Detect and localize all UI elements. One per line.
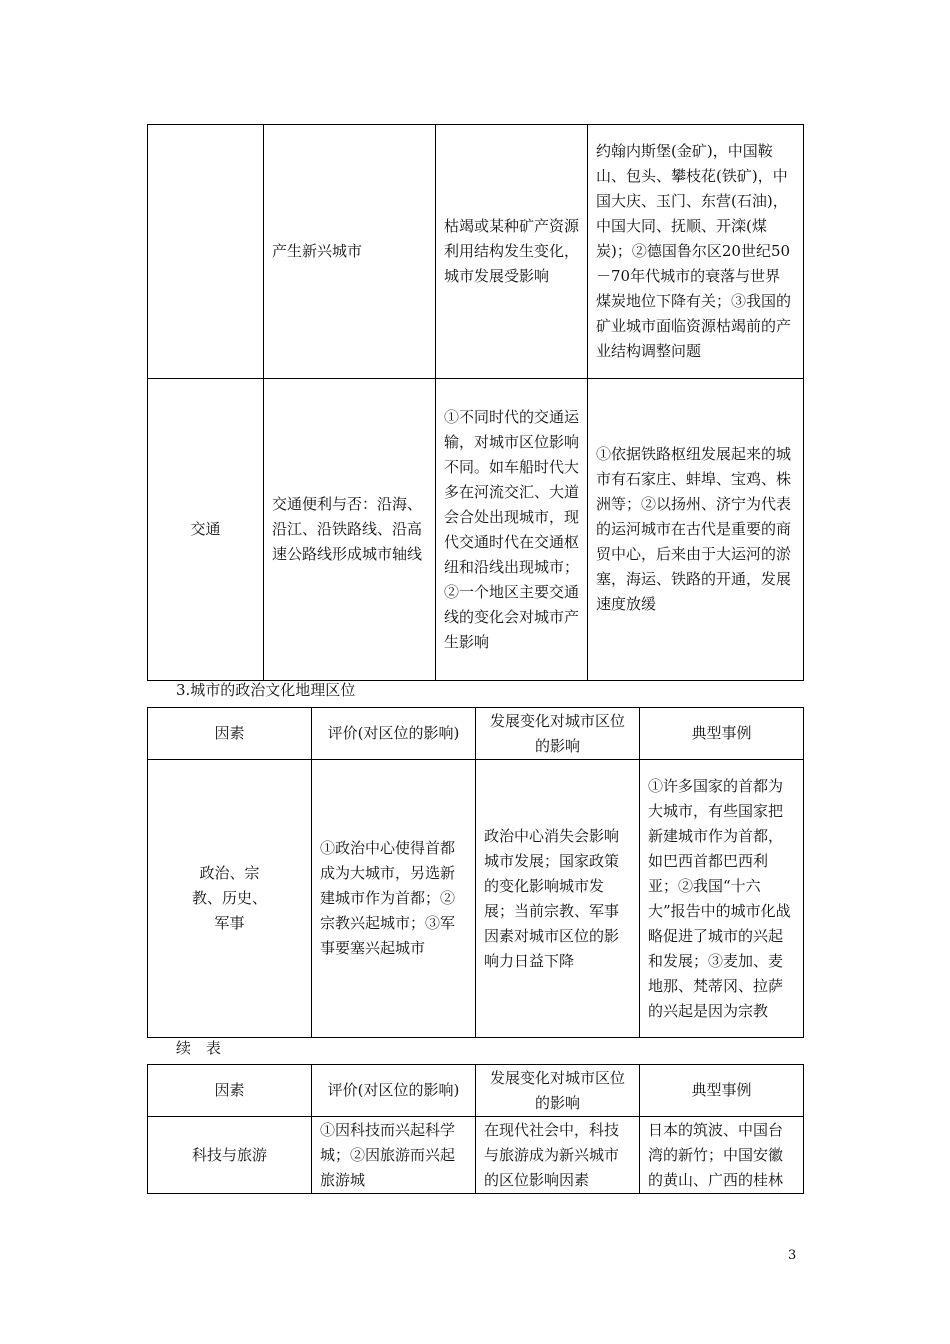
table-header-row [148, 708, 804, 760]
cell-example: ①许多国家的首都为大城市，有些国家把新建城市作为首都，如巴西首都巴西利亚；②我国“十六大”报告中的城市化战略促进了城市的兴起和发展；③麦加、麦地那、梵蒂冈、拉萨的兴起是因为宗教 [640, 760, 804, 1038]
cell-factor [148, 125, 264, 379]
section-title: 3.城市的政治文化地理区位 [176, 681, 356, 699]
header-evaluation: 评价(对区位的影响) [312, 708, 476, 760]
cell-evaluation: ①因科技而兴起科学城；②因旅游而兴起旅游城 [312, 1117, 476, 1194]
header-change: 发展变化对城市区位的影响 [476, 1065, 640, 1117]
cell-evaluation: 交通便利与否：沿海、沿江、沿铁路线、沿高速公路线形成城市轴线 [264, 379, 436, 681]
header-change: 发展变化对城市区位的影响 [476, 708, 640, 760]
cell-change: ①不同时代的交通运输，对城市区位影响不同。如车船时代大多在河流交汇、大道会合处出现城市，现代交通时代在交通枢纽和沿线出现城市；②一个地区主要交通线的变化会对城市产生影响 [436, 379, 588, 681]
header-evaluation: 评价(对区位的影响) [312, 1065, 476, 1117]
cell-change: 政治中心消失会影响城市发展；国家政策的变化影响城市发展；当前宗教、军事因素对城市区位的影响力日益下降 [476, 760, 640, 1038]
table-row-mineral [148, 125, 804, 379]
cell-example: 约翰内斯堡(金矿)，中国鞍山、包头、攀枝花(铁矿)，中国大庆、玉门、东营(石油)，中国大同、抚顺、开滦(煤炭)；②德国鲁尔区20世纪50－70年代城市的衰落与世界煤炭地位下降有关；③我国的矿业城市面临资源枯竭前的产业结构调整问题 [588, 125, 804, 379]
page-number: 3 [788, 1248, 797, 1263]
cell-evaluation: 产生新兴城市 [264, 125, 436, 379]
cell-example: ①依据铁路枢纽发展起来的城市有石家庄、蚌埠、宝鸡、株洲等；②以扬州、济宁为代表的运河城市在古代是重要的商贸中心，后来由于大运河的淤塞，海运、铁路的开通，发展速度放缓 [588, 379, 804, 681]
cell-change: 枯竭或某种矿产资源利用结构发生变化，城市发展受影响 [436, 125, 588, 379]
header-factor: 因素 [148, 1065, 312, 1117]
cell-change: 在现代社会中，科技与旅游成为新兴城市的区位影响因素 [476, 1117, 640, 1194]
city-location-table-continued [147, 124, 804, 681]
cell-factor: 交通 [148, 379, 264, 681]
header-example: 典型事例 [640, 1065, 804, 1117]
table-row-transport [148, 379, 804, 681]
table-row-politics [148, 760, 804, 1038]
cell-evaluation: ①政治中心使得首都成为大城市，另选新建城市作为首都；②宗教兴起城市；③军事要塞兴起城市 [312, 760, 476, 1038]
cell-example: 日本的筑波、中国台湾的新竹；中国安徽的黄山、广西的桂林 [640, 1117, 804, 1194]
political-cultural-location-table [147, 707, 804, 1038]
continued-label: 续 表 [176, 1039, 222, 1057]
table-header-row [148, 1065, 804, 1117]
table-row-tech [148, 1117, 804, 1194]
cell-factor: 政治、宗教、历史、军事 [148, 760, 312, 1038]
cell-factor: 科技与旅游 [148, 1117, 312, 1194]
technology-tourism-table [147, 1064, 804, 1194]
header-factor: 因素 [148, 708, 312, 760]
header-example: 典型事例 [640, 708, 804, 760]
